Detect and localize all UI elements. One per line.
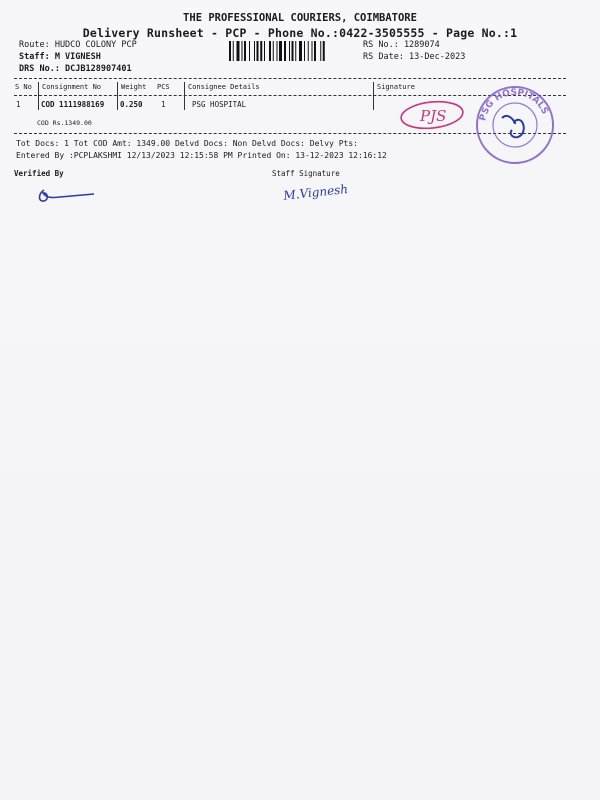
row-consignee: PSG HOSPITAL bbox=[192, 100, 247, 109]
barcode-bar bbox=[257, 41, 259, 61]
staff-signature-text: M.Vignesh bbox=[282, 182, 349, 203]
barcode-bar bbox=[273, 41, 274, 61]
row-weight: 0.250 bbox=[120, 100, 143, 109]
receiver-signature-text: PJS bbox=[420, 107, 447, 125]
barcode-bar bbox=[320, 41, 321, 61]
column-separator bbox=[117, 82, 118, 110]
column-separator bbox=[373, 82, 374, 110]
barcode-bar bbox=[284, 41, 286, 61]
barcode-bar bbox=[233, 41, 234, 61]
col-header-signature: Signature bbox=[377, 83, 415, 91]
stamp-text: PSG HOSPITALS bbox=[478, 87, 550, 122]
verified-by-label: Verified By bbox=[14, 169, 64, 178]
hospital-stamp bbox=[474, 84, 556, 166]
barcode-bar bbox=[289, 41, 290, 61]
barcode-bar bbox=[229, 41, 231, 61]
barcode-bar bbox=[304, 41, 305, 61]
barcode bbox=[229, 41, 357, 61]
barcode-bar bbox=[308, 41, 309, 61]
barcode-bar bbox=[264, 41, 265, 61]
col-header-pcs: PCS bbox=[157, 83, 170, 91]
barcode-bar bbox=[249, 41, 250, 61]
svg-text:PSG HOSPITALS bbox=[478, 88, 549, 122]
barcode-bar bbox=[277, 41, 278, 61]
barcode-bar bbox=[323, 41, 325, 61]
rs-number: RS No.: 1289074 bbox=[363, 40, 440, 50]
barcode-bar bbox=[299, 41, 302, 61]
route-field: Route: HUDCO COLONY PCP bbox=[19, 40, 137, 50]
barcode-bar bbox=[279, 41, 282, 61]
col-header-sno: S No bbox=[15, 83, 32, 91]
col-header-weight: Weight bbox=[121, 83, 147, 91]
drs-number: DRS No.: DCJB128907401 bbox=[19, 64, 132, 74]
barcode-bar bbox=[254, 41, 255, 61]
column-separator bbox=[38, 82, 39, 110]
company-title: THE PROFESSIONAL COURIERS, COIMBATORE bbox=[183, 12, 417, 24]
runsheet-subtitle: Delivery Runsheet - PCP - Phone No.:0422-3505555 - Page No.:1 bbox=[82, 26, 518, 40]
barcode-bar bbox=[269, 41, 271, 61]
totals-line: Tot Docs: 1 Tot COD Amt: 1349.00 Delvd Docs: Non Delvd Docs: Delvy Pts: bbox=[16, 139, 358, 148]
verified-signature bbox=[34, 186, 98, 208]
col-header-consignee: Consignee Details bbox=[188, 83, 260, 91]
barcode-bar bbox=[314, 41, 316, 61]
staff-signature-label: Staff Signature bbox=[272, 169, 340, 178]
col-header-consignment: Consignment No bbox=[42, 83, 102, 91]
rs-date: RS Date: 13-Dec-2023 bbox=[363, 52, 466, 62]
barcode-bar bbox=[295, 41, 296, 61]
barcode-bar bbox=[242, 41, 243, 61]
row-cod-amount: COD Rs.1349.00 bbox=[37, 119, 92, 127]
entered-by-line: Entered By :PCPLAKSHMI 12/13/2023 12:15:58 PM Printed On: 13-12-2023 12:16:12 bbox=[16, 151, 387, 160]
staff-signature bbox=[279, 174, 361, 204]
column-separator bbox=[184, 82, 185, 110]
stamp-scribble-icon bbox=[502, 116, 524, 137]
receiver-signature bbox=[398, 96, 468, 132]
barcode-bar bbox=[312, 41, 313, 61]
barcode-bar bbox=[237, 41, 240, 61]
staff-field: Staff: M VIGNESH bbox=[19, 52, 101, 62]
barcode-bar bbox=[260, 41, 262, 61]
row-consignment: COD 1111988169 bbox=[41, 100, 105, 109]
divider-top bbox=[14, 78, 566, 79]
barcode-bar bbox=[292, 41, 294, 61]
row-pcs: 1 bbox=[161, 100, 166, 109]
row-sno: 1 bbox=[16, 100, 21, 109]
barcode-bar bbox=[244, 41, 246, 61]
